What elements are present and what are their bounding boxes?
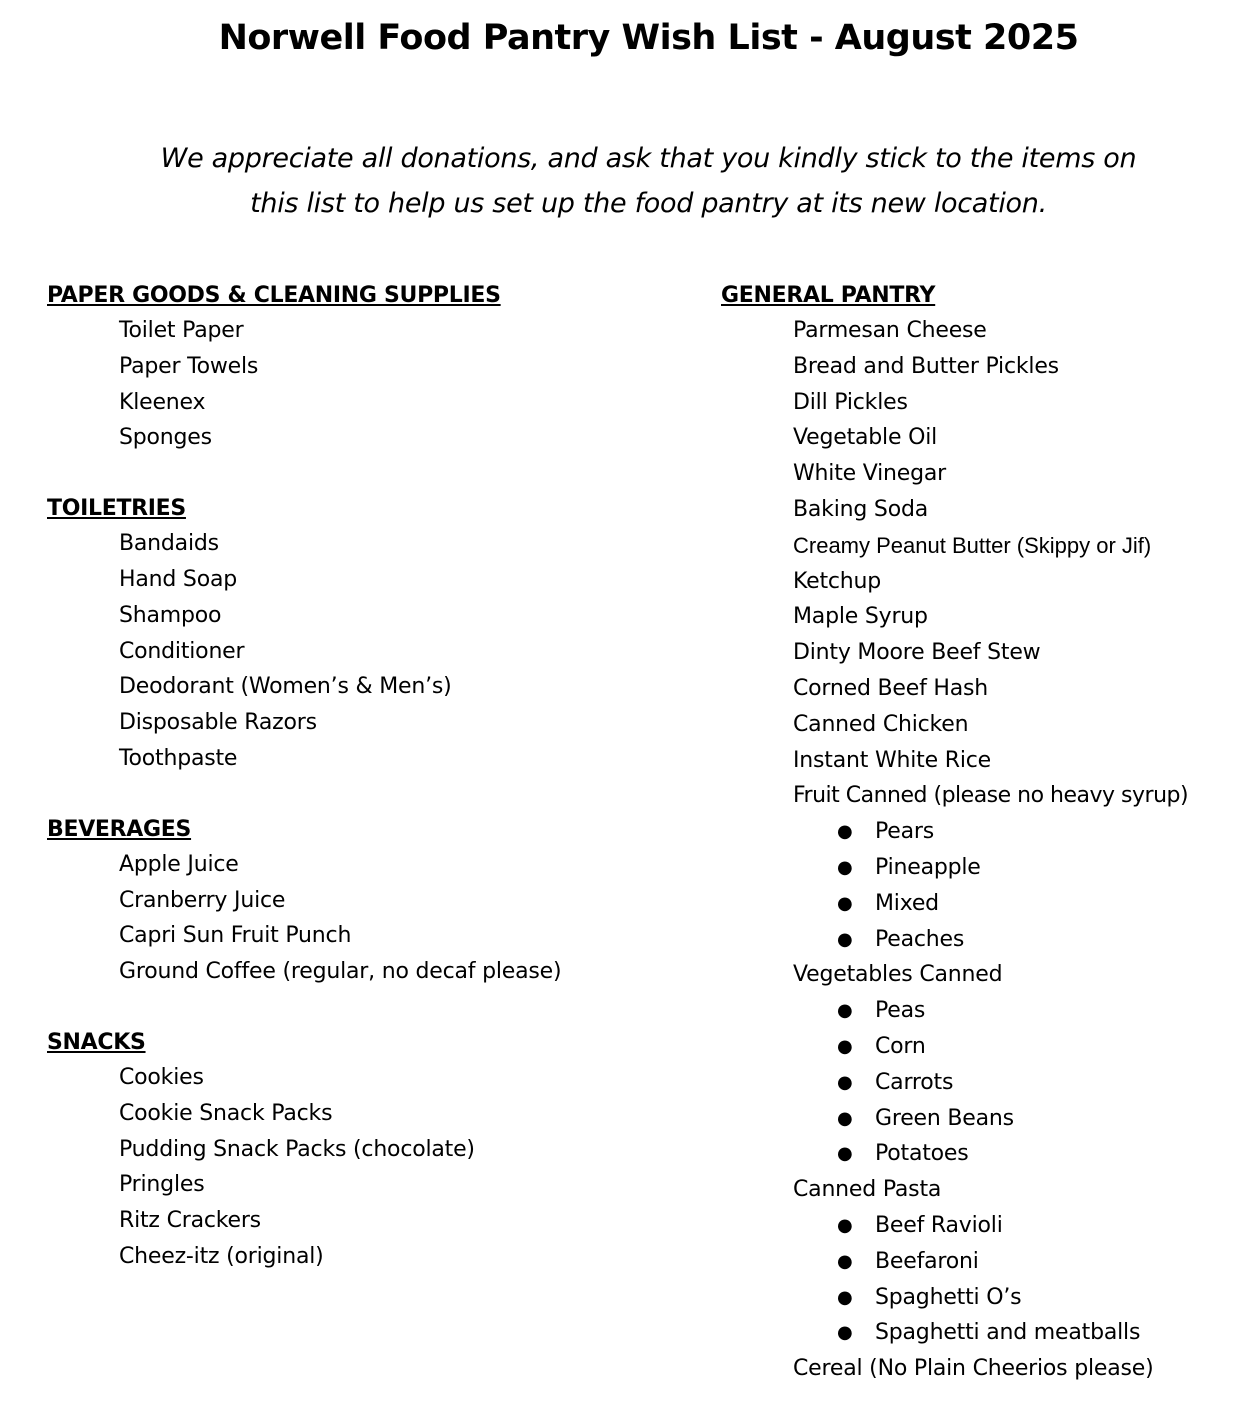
list-item: Bandaids (119, 531, 219, 557)
bullet-icon: ● (837, 1107, 853, 1129)
section-paper-goods (47, 279, 667, 456)
list-item: Shampoo (119, 602, 222, 628)
item-list (47, 1060, 667, 1275)
section-heading: TOILETRIES (47, 496, 186, 522)
item-list (47, 847, 667, 990)
sub-list-item (721, 1244, 1251, 1280)
list-item: Conditioner (119, 638, 245, 664)
list-item: Cheez-itz (original) (119, 1243, 324, 1269)
list-item: Vegetable Oil (793, 425, 938, 451)
list-item: Creamy Peanut Butter (Skippy or Jif) (793, 532, 1152, 558)
section-heading: SNACKS (47, 1029, 146, 1055)
bullet-icon: ● (837, 1250, 853, 1272)
sub-list-item (721, 1208, 1251, 1244)
left-column (47, 279, 667, 1311)
bullet-icon: ● (837, 892, 853, 914)
list-item: Hand Soap (119, 566, 237, 592)
section-snacks (47, 1026, 667, 1275)
list-item: Toothpaste (119, 745, 238, 771)
section-toiletries (47, 492, 667, 777)
list-item: Cereal (No Plain Cheerios please) (793, 1356, 1154, 1382)
bullet-icon: ● (837, 856, 853, 878)
sub-item-label: Beefaroni (875, 1248, 979, 1274)
sub-item-label: Green Beans (875, 1105, 1014, 1131)
sub-list-item (721, 1136, 1251, 1172)
list-item: Sponges (119, 425, 212, 451)
sub-list-item (721, 886, 1251, 922)
list-item: Toilet Paper (119, 318, 244, 343)
sub-item-label: Spaghetti and meatballs (875, 1320, 1141, 1346)
bullet-icon: ● (837, 1000, 853, 1022)
intro-line-2: this list to help us set up the food pantry at its new location. (250, 188, 1047, 219)
bullet-icon: ● (837, 928, 853, 950)
list-item: Maple Syrup (793, 604, 928, 630)
page-title: Norwell Food Pantry Wish List - August 2025 (218, 18, 1079, 58)
right-column (721, 279, 1251, 1423)
bullet-icon: ● (837, 1214, 853, 1236)
list-item: Dinty Moore Beef Stew (793, 640, 1041, 666)
bullet-icon: ● (837, 821, 853, 843)
sub-list-item (721, 993, 1251, 1029)
section-heading: GENERAL PANTRY (721, 283, 936, 308)
sub-item-label: Potatoes (875, 1141, 969, 1167)
list-item: Baking Soda (793, 496, 928, 522)
section-general-pantry (721, 279, 1251, 1387)
list-item: Capri Sun Fruit Punch (119, 923, 352, 949)
sub-list-item (721, 1065, 1251, 1101)
item-list (47, 526, 667, 777)
bullet-icon: ● (837, 1071, 853, 1093)
list-item: Cranberry Juice (119, 887, 286, 913)
sub-item-label: Beef Ravioli (875, 1212, 1003, 1238)
sub-list-item (721, 922, 1251, 958)
list-item: Instant White Rice (793, 747, 991, 773)
sub-list-item (721, 1101, 1251, 1137)
item-list (721, 313, 1251, 1387)
bullet-icon: ● (837, 1322, 853, 1344)
list-item: Canned Chicken (793, 711, 969, 737)
list-item: Dill Pickles (793, 389, 908, 415)
sub-item-label: Peas (875, 998, 926, 1024)
list-item: Apple Juice (119, 851, 239, 877)
list-item: Ketchup (793, 568, 882, 594)
bullet-icon: ● (837, 1143, 853, 1165)
sub-item-label: Spaghetti O’s (875, 1284, 1022, 1310)
sub-list-item (721, 1315, 1251, 1351)
list-item: Canned Pasta (793, 1177, 942, 1203)
list-item: Vegetables Canned (793, 962, 1003, 988)
list-item: Ritz Crackers (119, 1208, 261, 1234)
section-heading: BEVERAGES (47, 816, 192, 842)
intro-text (0, 136, 1254, 226)
sub-list-item (721, 850, 1251, 886)
sub-item-label: Mixed (875, 890, 939, 916)
list-item: Fruit Canned (please no heavy syrup) (793, 783, 1189, 809)
list-item: Bread and Butter Pickles (793, 353, 1059, 379)
section-beverages (47, 813, 667, 990)
list-item: Cookie Snack Packs (119, 1100, 333, 1126)
item-list (47, 313, 667, 456)
sub-item-label: Carrots (875, 1069, 954, 1095)
sub-list-item (721, 1280, 1251, 1316)
list-item: Parmesan Cheese (793, 318, 987, 343)
list-item: Pringles (119, 1172, 205, 1198)
list-item: Deodorant (Women’s & Men’s) (119, 674, 452, 700)
bullet-icon: ● (837, 1035, 853, 1057)
intro-line-1: We appreciate all donations, and ask that you kindly stick to the items on (160, 143, 1137, 174)
list-item: Corned Beef Hash (793, 675, 989, 701)
list-item: Disposable Razors (119, 710, 317, 736)
sub-list-item (721, 1029, 1251, 1065)
section-heading: PAPER GOODS & CLEANING SUPPLIES (47, 283, 501, 308)
list-item: Pudding Snack Packs (chocolate) (119, 1136, 475, 1162)
sub-item-label: Corn (875, 1033, 926, 1059)
list-item: Ground Coffee (regular, no decaf please) (119, 959, 562, 985)
sub-item-label: Pears (875, 819, 935, 845)
list-item: White Vinegar (793, 461, 947, 487)
list-item: Kleenex (119, 389, 206, 415)
sub-item-label: Peaches (875, 926, 965, 952)
bullet-icon: ● (837, 1286, 853, 1308)
list-item: Paper Towels (119, 353, 259, 379)
sub-item-label: Pineapple (875, 854, 981, 880)
sub-list-item (721, 814, 1251, 850)
list-item: Cookies (119, 1064, 204, 1090)
